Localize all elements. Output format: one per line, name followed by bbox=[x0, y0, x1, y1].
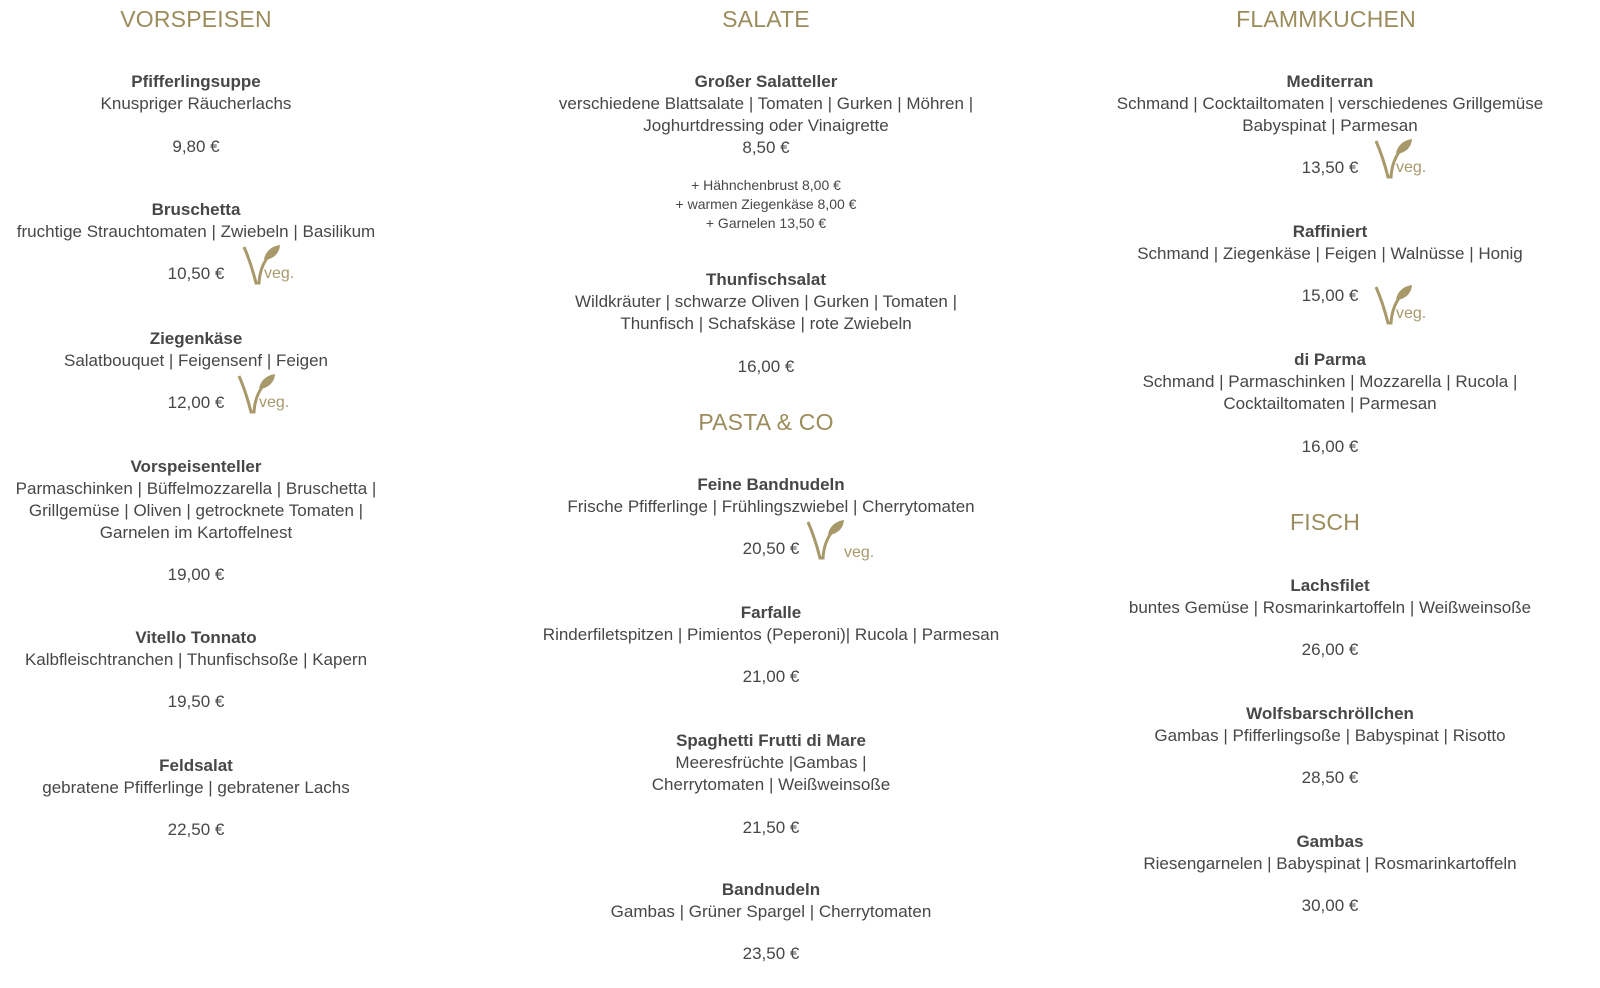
dish-name: Feine Bandnudeln bbox=[697, 475, 845, 494]
menu-item-ziegenkaese bbox=[0, 328, 392, 414]
dish-description: Joghurtdressing oder Vinaigrette bbox=[643, 116, 889, 135]
dish-price: 10,50 € bbox=[167, 264, 225, 283]
dish-description: verschiedene Blattsalate | Tomaten | Gurken | Möhren | bbox=[558, 94, 974, 113]
menu-item-pfifferlingsuppe bbox=[0, 71, 392, 158]
dish-name: di Parma bbox=[1294, 350, 1366, 369]
vegetarian-icon: veg. bbox=[242, 243, 304, 287]
dish-description: Babyspinat | Parmesan bbox=[1242, 116, 1418, 135]
dish-name: Vorspeisenteller bbox=[130, 457, 262, 476]
menu-item-farfalle bbox=[536, 602, 1006, 688]
column-left bbox=[0, 0, 392, 988]
extra-option: + warmen Ziegenkäse 8,00 € bbox=[675, 196, 857, 212]
dish-name: Ziegenkäse bbox=[149, 329, 243, 348]
menu-item-bruschetta bbox=[0, 199, 392, 285]
dish-name: Pfifferlingsuppe bbox=[131, 72, 261, 91]
dish-description: Thunfisch | Schafskäse | rote Zwiebeln bbox=[620, 314, 912, 333]
dish-name: Feldsalat bbox=[159, 756, 233, 775]
dish-price: 9,80 € bbox=[172, 137, 220, 156]
dish-price: 21,00 € bbox=[742, 667, 800, 686]
dish-price: 20,50 € bbox=[742, 539, 800, 558]
dish-name: Raffiniert bbox=[1292, 222, 1368, 241]
dish-description: Meeresfrüchte |Gambas | bbox=[675, 753, 867, 772]
dish-price: 19,00 € bbox=[167, 565, 225, 584]
dish-name: Vitello Tonnato bbox=[135, 628, 257, 647]
vegetarian-icon: veg. bbox=[806, 518, 886, 562]
dish-price: 8,50 € bbox=[742, 138, 790, 157]
extra-option: + Hähnchenbrust 8,00 € bbox=[691, 177, 841, 193]
menu-item-gambas bbox=[1110, 831, 1550, 917]
dish-name: Thunfischsalat bbox=[706, 270, 826, 289]
dish-description: Cherrytomaten | Weißweinsoße bbox=[651, 775, 891, 794]
menu-item-grosser-salatteller bbox=[526, 71, 1006, 233]
menu-item-wolfsbarschroellchen bbox=[1110, 703, 1550, 789]
menu-item-feldsalat bbox=[0, 755, 392, 841]
dish-price: 23,50 € bbox=[742, 944, 800, 963]
dish-name: Gambas bbox=[1296, 832, 1364, 851]
dish-description: Salatbouquet | Feigensenf | Feigen bbox=[63, 351, 328, 370]
vegetarian-icon: veg. bbox=[237, 372, 299, 416]
column-middle bbox=[536, 0, 1006, 988]
dish-price: 28,50 € bbox=[1301, 768, 1359, 787]
menu-item-vitello-tonnato bbox=[0, 627, 392, 713]
menu-item-thunfischsalat bbox=[526, 269, 1006, 378]
dish-price: 16,00 € bbox=[1301, 437, 1359, 456]
dish-description: Grillgemüse | Oliven | getrocknete Tomaten | bbox=[28, 501, 364, 520]
dish-description: Cocktailtomaten | Parmesan bbox=[1223, 394, 1437, 413]
dish-description: Parmaschinken | Büffelmozzarella | Bruschetta | bbox=[15, 479, 377, 498]
dish-name: Mediterran bbox=[1286, 72, 1374, 91]
dish-price: 22,50 € bbox=[167, 820, 225, 839]
menu-item-feine-bandnudeln bbox=[536, 474, 1006, 560]
dish-description: Schmand | Cocktailtomaten | verschiedenes Grillgemüse bbox=[1116, 94, 1544, 113]
dish-name: Bruschetta bbox=[151, 200, 241, 219]
dish-price: 26,00 € bbox=[1301, 640, 1359, 659]
dish-price: 21,50 € bbox=[742, 818, 800, 837]
column-right bbox=[1110, 0, 1550, 988]
menu-item-spaghetti-frutti-di-mare bbox=[536, 730, 1006, 839]
dish-description: Rinderfiletspitzen | Pimientos (Peperoni)| Rucola | Parmesan bbox=[542, 625, 1000, 644]
vegetarian-icon: veg. bbox=[1374, 283, 1436, 327]
section-title-salate: SALATE bbox=[722, 6, 810, 32]
section-title-fisch: FISCH bbox=[1290, 509, 1360, 535]
dish-description: Riesengarnelen | Babyspinat | Rosmarinkartoffeln bbox=[1143, 854, 1517, 873]
dish-description: Gambas | Pfifferlingsoße | Babyspinat | Risotto bbox=[1154, 726, 1506, 745]
menu-item-bandnudeln bbox=[536, 879, 1006, 965]
dish-name: Farfalle bbox=[740, 603, 802, 622]
section-title-pasta-co: PASTA & CO bbox=[698, 409, 834, 435]
menu-item-raffiniert bbox=[1110, 221, 1550, 322]
dish-description: Gambas | Grüner Spargel | Cherrytomaten bbox=[610, 902, 932, 921]
dish-description: Schmand | Ziegenkäse | Feigen | Walnüsse | Honig bbox=[1137, 244, 1523, 263]
dish-price: 13,50 € bbox=[1301, 158, 1359, 177]
dish-description: buntes Gemüse | Rosmarinkartoffeln | Weißweinsoße bbox=[1128, 598, 1532, 617]
dish-name: Bandnudeln bbox=[721, 880, 821, 899]
dish-name: Wolfsbarschröllchen bbox=[1246, 704, 1414, 723]
dish-name: Lachsfilet bbox=[1290, 576, 1370, 595]
dish-description: gebratene Pfifferlinge | gebratener Lachs bbox=[42, 778, 350, 797]
dish-description: Wildkräuter | schwarze Oliven | Gurken | Tomaten | bbox=[574, 292, 958, 311]
menu-item-di-parma bbox=[1110, 349, 1550, 458]
dish-price: 19,50 € bbox=[167, 692, 225, 711]
menu-item-lachsfilet bbox=[1110, 575, 1550, 661]
dish-price: 15,00 € bbox=[1301, 286, 1359, 305]
dish-price: 30,00 € bbox=[1301, 896, 1359, 915]
extra-option: + Garnelen 13,50 € bbox=[705, 215, 827, 231]
dish-name: Spaghetti Frutti di Mare bbox=[676, 731, 866, 750]
vegetarian-icon: veg. bbox=[1374, 137, 1436, 181]
section-title-flammkuchen: FLAMMKUCHEN bbox=[1236, 6, 1416, 32]
dish-description: Garnelen im Kartoffelnest bbox=[99, 523, 293, 542]
dish-description: Frische Pfifferlinge | Frühlingszwiebel | Cherrytomaten bbox=[567, 497, 975, 516]
menu-item-mediterran bbox=[1110, 71, 1550, 179]
dish-price: 12,00 € bbox=[167, 393, 225, 412]
dish-name: Großer Salatteller bbox=[694, 72, 838, 91]
dish-description: Knuspriger Räucherlachs bbox=[100, 94, 292, 113]
section-title-vorspeisen: VORSPEISEN bbox=[120, 6, 272, 32]
dish-description: fruchtige Strauchtomaten | Zwiebeln | Basilikum bbox=[16, 222, 376, 241]
dish-description: Schmand | Parmaschinken | Mozzarella | Rucola | bbox=[1142, 372, 1518, 391]
dish-description: Kalbfleischtranchen | Thunfischsoße | Kapern bbox=[24, 650, 368, 669]
dish-price: 16,00 € bbox=[737, 357, 795, 376]
menu-item-vorspeisenteller bbox=[0, 456, 392, 586]
